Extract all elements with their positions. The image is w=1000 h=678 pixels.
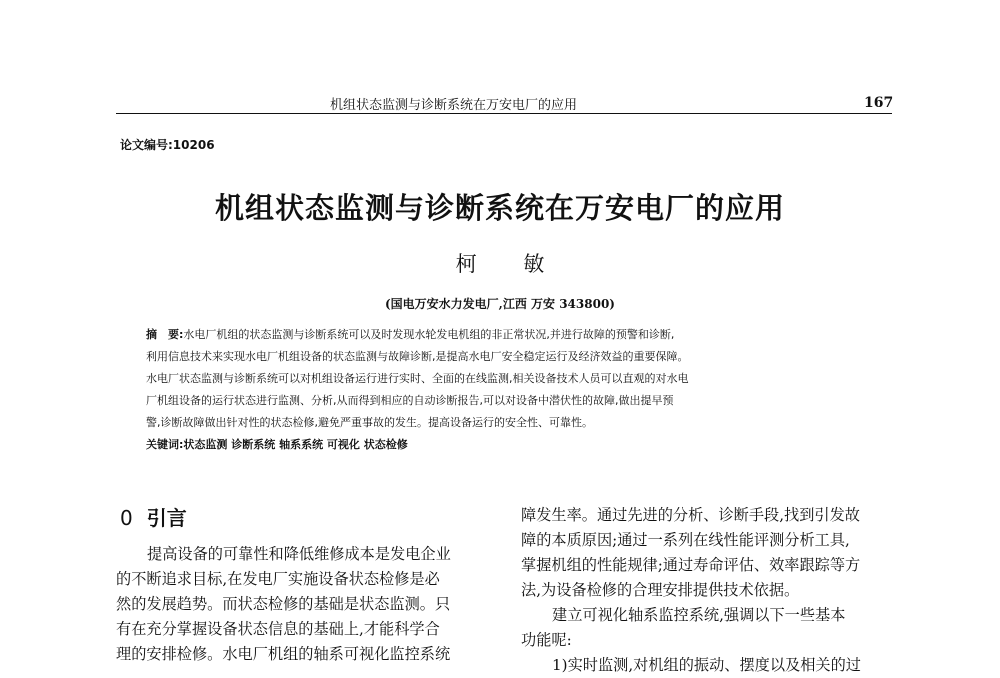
- section-title: 引言: [146, 506, 187, 530]
- abstract-line-4: 厂机组设备的运行状态进行监测、分析,从而得到相应的自动诊断报告,可以对设备中潜伏性的故障,做出提早预: [146, 394, 674, 407]
- paragraph-line: 1)实时监测,对机组的振动、摆度以及相关的过: [552, 656, 861, 674]
- abstract-line-3: 水电厂状态监测与诊断系统可以对机组设备运行进行实时、全面的在线监测,相关设备技术人员可以直观的对水电: [146, 372, 689, 385]
- paragraph-line: 的不断追求目标,在发电厂实施设备状态检修是必: [116, 570, 440, 588]
- abstract-line-1: [146, 324, 866, 346]
- paragraph-line: 有在充分掌握设备状态信息的基础上,才能科学合: [116, 620, 440, 638]
- abstract-line-2: 利用信息技术来实现水电厂机组设备的状态监测与故障诊断,是提高水电厂安全稳定运行及经济效益的重要保障。: [146, 350, 689, 363]
- abstract-text: 水电厂机组的状态监测与诊断系统可以及时发现水轮发电机组的非正常状况,并进行故障的预警和诊断,: [183, 328, 675, 341]
- running-header: 机组状态监测与诊断系统在万安电厂的应用: [330, 98, 578, 113]
- author-affiliation: (国电万安水力发电厂,江西 万安 343800): [385, 297, 615, 311]
- paragraph-line: 法,为设备检修的合理安排提供技术依据。: [521, 581, 800, 599]
- paragraph-line: 障发生率。通过先进的分析、诊断手段,找到引发故: [521, 506, 860, 524]
- abstract-block: [146, 324, 866, 456]
- paragraph-line: 功能呢:: [521, 631, 572, 649]
- paper-title: 机组状态监测与诊断系统在万安电厂的应用: [214, 191, 785, 225]
- keywords-text: 状态监测 诊断系统 轴系系统 可视化 状态检修: [183, 438, 408, 451]
- keywords-label: 关键词:: [146, 438, 184, 451]
- page-number: 167: [864, 95, 894, 111]
- section-heading: [120, 502, 187, 531]
- keywords-line: [146, 434, 866, 456]
- paper-id: 论文编号:10206: [120, 138, 215, 152]
- author-name: 柯 敏: [455, 252, 565, 276]
- paragraph-line: 掌握机组的性能规律;通过寿命评估、效率跟踪等方: [521, 556, 861, 574]
- paragraph-line: 障的本质原因;通过一系列在线性能评测分析工具,: [521, 531, 850, 549]
- abstract-line-5: 警,诊断故障做出针对性的状态检修,避免严重事故的发生。提高设备运行的安全性、可靠性。: [146, 416, 593, 429]
- left-column: [116, 542, 492, 667]
- paragraph-line: 理的安排检修。水电厂机组的轴系可视化监控系统: [116, 645, 451, 663]
- right-column: [521, 503, 893, 678]
- paragraph-line: 建立可视化轴系监控系统,强调以下一些基本: [552, 606, 846, 624]
- paragraph-line: 提高设备的可靠性和降低维修成本是发电企业: [147, 545, 451, 563]
- paragraph-line: 然的发展趋势。而状态检修的基础是状态监测。只: [116, 595, 451, 613]
- section-number: 0: [120, 506, 133, 530]
- header-rule: [116, 113, 892, 114]
- abstract-label: 摘 要:: [146, 328, 184, 341]
